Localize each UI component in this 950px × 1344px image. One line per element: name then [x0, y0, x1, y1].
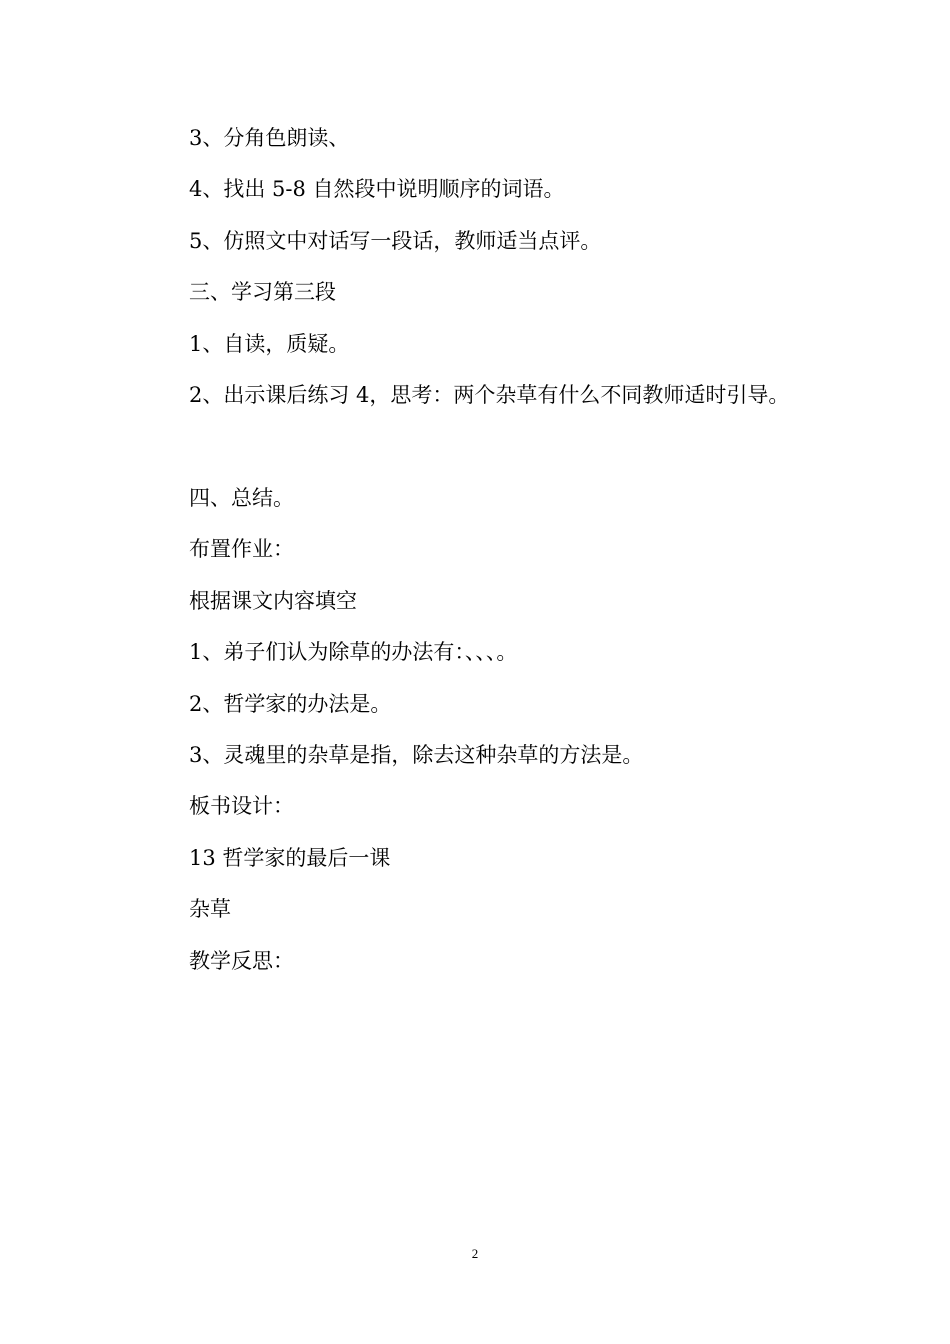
paragraph: 13 哲学家的最后一课 [189, 846, 391, 870]
paragraph: 根据课文内容填空 [189, 589, 357, 613]
paragraph: 布置作业： [189, 537, 294, 561]
paragraph: 1、弟子们认为除草的办法有：、、、。 [189, 640, 518, 664]
paragraph: 教学反思： [189, 949, 294, 973]
paragraph: 1、自读，质疑。 [189, 332, 350, 356]
paragraph: 2、出示课后练习 4，思考：两个杂草有什么不同教师适时引导。 [189, 383, 790, 407]
paragraph: 3、分角色朗读、 [189, 126, 350, 150]
paragraph: 3、灵魂里的杂草是指，除去这种杂草的方法是。 [189, 743, 644, 767]
paragraph: 2、哲学家的办法是。 [189, 692, 392, 716]
paragraph: 板书设计： [189, 794, 294, 818]
paragraph: 杂草 [189, 897, 231, 921]
paragraph: 5、仿照文中对话写一段话，教师适当点评。 [189, 229, 602, 253]
section-heading: 三、学习第三段 [189, 280, 336, 304]
page-number: 2 [471, 1246, 479, 1261]
paragraph: 4、找出 5-8 自然段中说明顺序的词语。 [189, 177, 565, 201]
section-heading: 四、总结。 [189, 486, 294, 510]
